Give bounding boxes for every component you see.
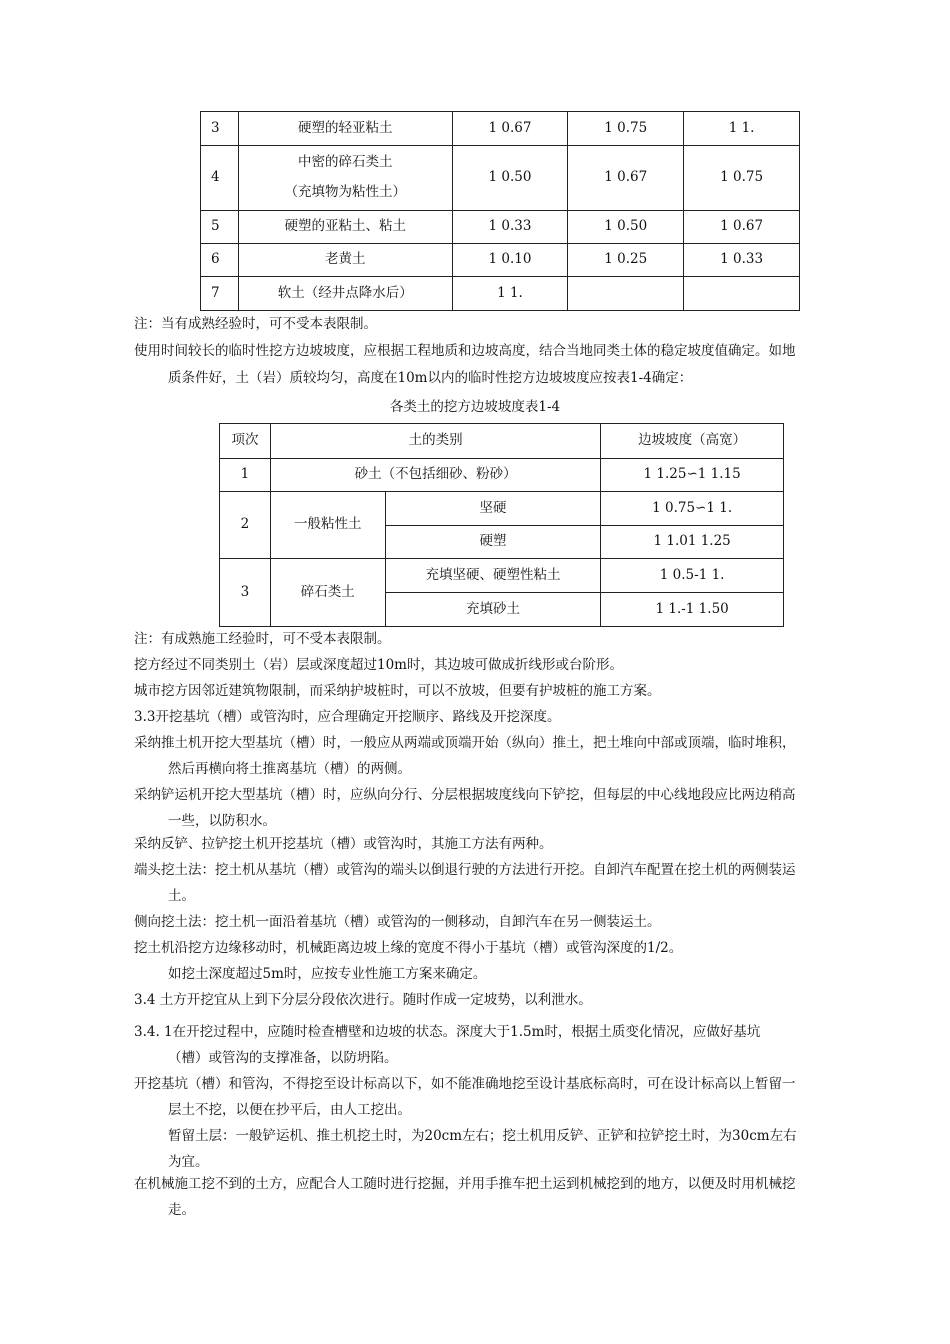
soil-type: 老黄土 [238, 244, 452, 277]
table-note: 注：当有成熟经验时，可不受本表限制。 [134, 316, 377, 332]
slope-value: 1 1.25∽1 1.15 [601, 459, 784, 492]
paragraph: 然后再横向将土推离基坑（槽）的两侧。 [168, 761, 411, 777]
paragraph: 3.4. 1在开挖过程中，应随时检查槽壁和边坡的状态。深度大于1.5m时，根据土质变化情况，应做好基坑 [134, 1024, 761, 1040]
paragraph: 端头挖土法：挖土机从基坑（槽）或管沟的端头以倒退行驶的方法进行开挖。自卸汽车配置在挖土机的两侧装运 [134, 862, 796, 878]
table-row [220, 492, 784, 526]
row-number: 2 [220, 492, 271, 559]
slope-value: 1 0.67 [684, 211, 800, 244]
paragraph: 采纳铲运机开挖大型基坑（槽）时，应纵向分行、分层根据坡度线向下铲挖，但每层的中心线地段应比两边稍高 [134, 787, 796, 803]
paragraph: 挖方经过不同类别土（岩）层或深度超过10m时，其边坡可做成折线形或台阶形。 [134, 657, 623, 673]
table-row [201, 146, 800, 211]
slope-value: 1 0.33 [452, 211, 568, 244]
slope-value: 1 0.67 [452, 112, 568, 146]
paragraph: 层土不挖，以便在抄平后，由人工挖出。 [168, 1102, 411, 1118]
row-number: 4 [201, 146, 239, 211]
soil-type: 硬塑的轻亚粘土 [238, 112, 452, 146]
row-number: 6 [201, 244, 239, 277]
row-number: 1 [220, 459, 271, 492]
paragraph: 采纳反铲、拉铲挖土机开挖基坑（槽）或管沟时，其施工方法有两种。 [134, 836, 553, 852]
row-number: 3 [201, 112, 239, 146]
paragraph: 使用时间较长的临时性挖方边坡坡度，应根据工程地质和边坡高度，结合当地同类土体的稳定坡度值确定。如地 [134, 343, 796, 359]
slope-value: 1 0.5-1 1. [601, 559, 784, 593]
section-heading: 3.3开挖基坑（槽）或管沟时，应合理确定开挖顺序、路线及开挖深度。 [134, 709, 561, 725]
slope-value: 1 0.50 [568, 211, 684, 244]
slope-value: 1 0.67 [568, 146, 684, 211]
row-number: 3 [220, 559, 271, 627]
slope-table-continued [200, 111, 800, 311]
table-note: 注：有成熟施工经验时，可不受本表限制。 [134, 631, 391, 647]
slope-value: 1 0.50 [452, 146, 568, 211]
row-number: 5 [201, 211, 239, 244]
soil-type: 软土（经井点降水后） [238, 277, 452, 311]
table-row [220, 459, 784, 492]
excavation-slope-table [219, 423, 784, 627]
slope-value: 1 1. [452, 277, 568, 311]
soil-type: 中密的碎石类土 （充填物为粘性土） [238, 146, 452, 211]
slope-value: 1 1.-1 1.50 [601, 593, 784, 627]
slope-value: 1 1. [684, 112, 800, 146]
soil-group: 一般粘性土 [270, 492, 385, 559]
soil-group: 碎石类土 [270, 559, 385, 627]
slope-value: 1 0.75∽1 1. [601, 492, 784, 526]
paragraph: 侧向挖土法：挖土机一面沿着基坑（槽）或管沟的一侧移动，自卸汽车在另一侧装运土。 [134, 914, 661, 930]
slope-value: 1 0.75 [684, 146, 800, 211]
slope-value: 1 0.10 [452, 244, 568, 277]
row-number: 7 [201, 277, 239, 311]
paragraph: 一些，以防积水。 [168, 813, 276, 829]
soil-subtype: 充填砂土 [385, 593, 601, 627]
paragraph: （槽）或管沟的支撑准备，以防坍陷。 [168, 1050, 398, 1066]
paragraph: 走。 [168, 1202, 195, 1218]
slope-value [568, 277, 684, 311]
paragraph: 土。 [168, 888, 195, 904]
slope-value: 1 1.01 1.25 [601, 526, 784, 559]
paragraph: 采纳推土机开挖大型基坑（槽）时，一般应从两端或顶端开始（纵向）推土，把土堆向中部或顶端，临时堆积， [134, 735, 796, 751]
slope-value [684, 277, 800, 311]
table-row [201, 277, 800, 311]
paragraph: 城市挖方因邻近建筑物限制，而采纳护坡桩时，可以不放坡，但要有护坡桩的施工方案。 [134, 683, 661, 699]
soil-type: 硬塑的亚粘土、粘土 [238, 211, 452, 244]
table-row [201, 112, 800, 146]
table-caption: 各类土的挖方边坡坡度表1-4 [389, 399, 561, 415]
column-header: 边坡坡度（高宽） [601, 424, 784, 459]
slope-value: 1 0.25 [568, 244, 684, 277]
paragraph: 暂留土层：一般铲运机、推土机挖土时，为20cm左右；挖土机用反铲、正铲和拉铲挖土时，为30cm左右 [168, 1128, 797, 1144]
paragraph: 为宜。 [168, 1154, 209, 1170]
column-header: 项次 [220, 424, 271, 459]
paragraph: 质条件好，土（岩）质较均匀，高度在10m以内的临时性挖方边坡坡度应按表1-4确定： [168, 370, 693, 386]
paragraph: 挖土机沿挖方边缘移动时，机械距离边坡上缘的宽度不得小于基坑（槽）或管沟深度的1/2。 [134, 940, 683, 956]
table-header-row [220, 424, 784, 459]
section-heading: 3.4 土方开挖宜从上到下分层分段依次进行。随时作成一定坡势，以利泄水。 [134, 992, 592, 1008]
paragraph: 如挖土深度超过5m时，应按专业性施工方案来确定。 [168, 966, 487, 982]
table-row [201, 244, 800, 277]
soil-type: 砂土（不包括细砂、粉砂） [270, 459, 600, 492]
table-row [220, 559, 784, 593]
paragraph: 在机械施工挖不到的土方，应配合人工随时进行挖掘，并用手推车把土运到机械挖到的地方，以便及时用机械挖 [134, 1176, 796, 1192]
slope-value: 1 0.33 [684, 244, 800, 277]
soil-subtype: 充填坚硬、硬塑性粘土 [385, 559, 601, 593]
slope-value: 1 0.75 [568, 112, 684, 146]
soil-subtype: 硬塑 [385, 526, 601, 559]
table-row [201, 211, 800, 244]
soil-subtype: 坚硬 [385, 492, 601, 526]
paragraph: 开挖基坑（槽）和管沟，不得挖至设计标高以下，如不能准确地挖至设计基底标高时，可在设计标高以上暂留一 [134, 1076, 796, 1092]
column-header: 土的类别 [270, 424, 600, 459]
